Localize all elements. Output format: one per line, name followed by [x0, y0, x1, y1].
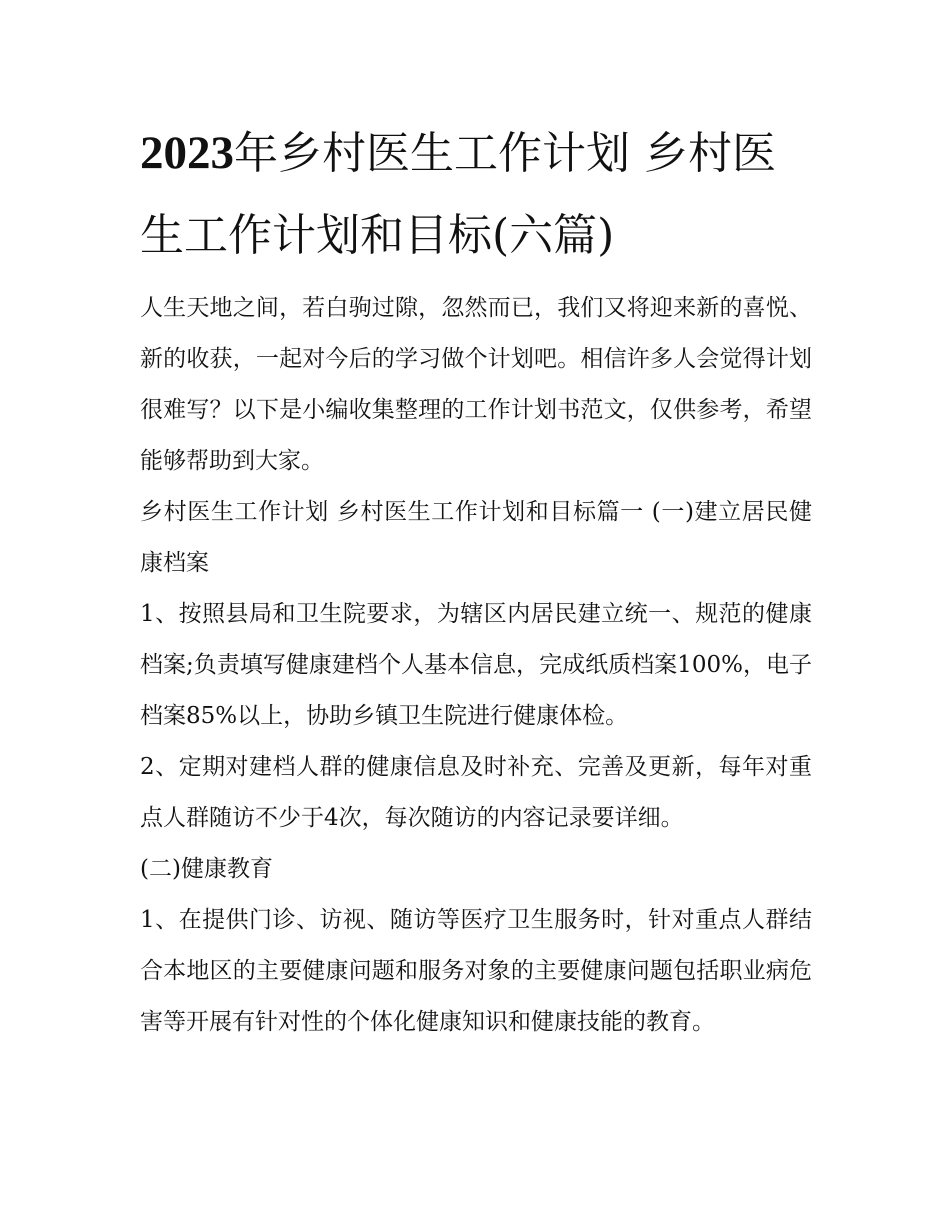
item-2-paragraph: 2、定期对建档人群的健康信息及时补充、完善及更新，每年对重点人群随访不少于4次，每次随访的内容记录要详细。 [140, 754, 812, 831]
document-title [140, 112, 812, 277]
item-1-paragraph: 1、按照县局和卫生院要求，为辖区内居民建立统一、规范的健康档案;负责填写健康建档个人基本信息，完成纸质档案100%，电子档案85%以上，协助乡镇卫生院进行健康体检。 [140, 601, 812, 729]
section-heading-paragraph: 乡村医生工作计划 乡村医生工作计划和目标篇一 (一)建立居民健康档案 [140, 499, 812, 576]
intro-paragraph: 人生天地之间，若白驹过隙，忽然而已，我们又将迎来新的喜悦、新的收获，一起对今后的学习做个计划吧。相信许多人会觉得计划很难写？以下是小编收集整理的工作计划书范文，仅供参考，希望能够帮助到大家。 [140, 295, 812, 474]
title-text: 年乡村医生工作计划 乡村医生工作计划和目标(六篇) [140, 128, 776, 261]
document-page [140, 112, 812, 1048]
subsection-heading: (二)健康教育 [140, 856, 273, 882]
health-education-paragraph: 1、在提供门诊、访视、随访等医疗卫生服务时，针对重点人群结合本地区的主要健康问题和服务对象的主要健康问题包括职业病危害等开展有针对性的个体化健康知识和健康技能的教育。 [140, 907, 812, 1035]
title-year: 2023 [140, 127, 234, 179]
